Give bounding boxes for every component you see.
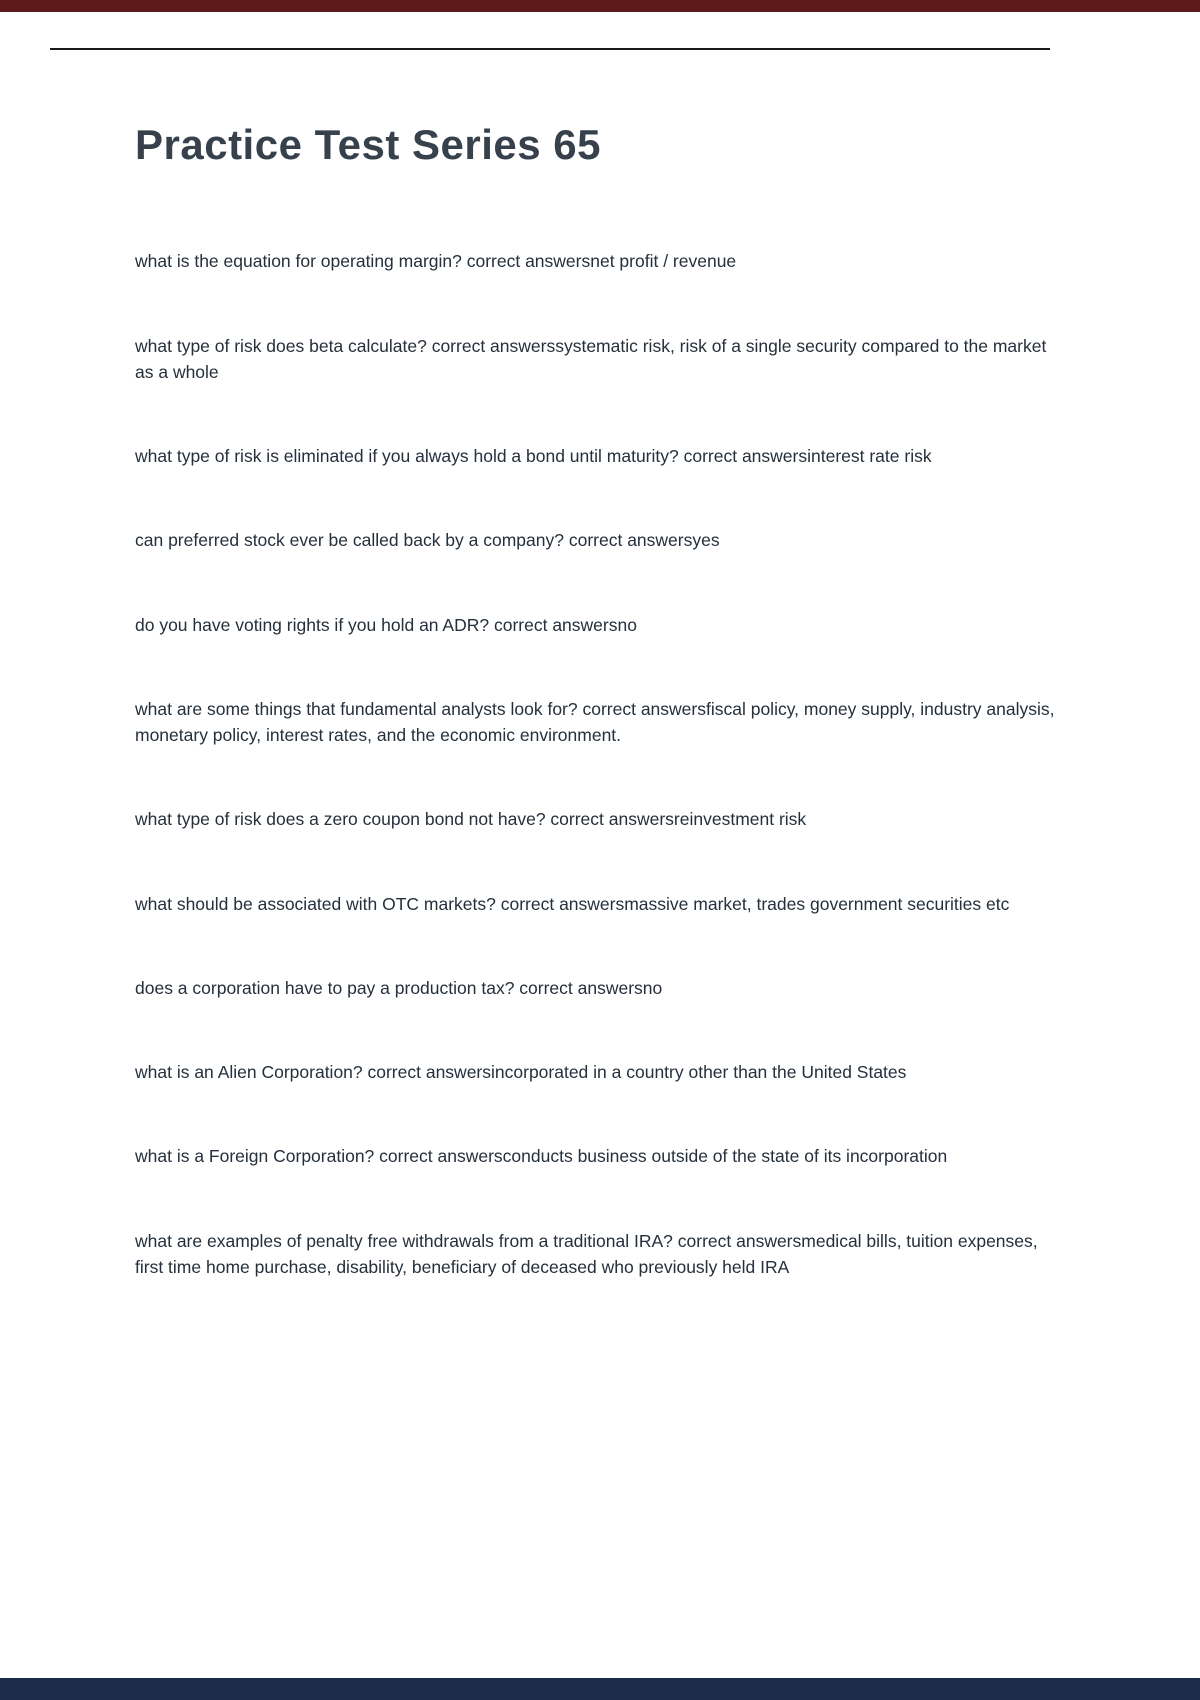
qa-item: do you have voting rights if you hold an ADR? correct answersno <box>135 614 637 635</box>
bottom-accent-bar <box>0 1678 1200 1700</box>
qa-item: what is the equation for operating margin? correct answersnet profit / revenue <box>135 251 737 272</box>
page-title: Practice Test Series 65 <box>135 121 602 168</box>
top-accent-bar <box>0 0 1200 12</box>
qa-item: what are examples of penalty free withdrawals from a traditional IRA? correct answersmedical bills, tuition expenses, first time home purchase, disability, beneficiary of deceased who previously held IRA <box>135 1230 1038 1277</box>
header-rule <box>50 48 1050 50</box>
qa-item: what is an Alien Corporation? correct answersincorporated in a country other than the United States <box>135 1062 907 1083</box>
qa-item: does a corporation have to pay a production tax? correct answersno <box>135 977 663 998</box>
qa-item: what is a Foreign Corporation? correct answersconducts business outside of the state of its incorporation <box>135 1146 948 1167</box>
qa-item: what type of risk does beta calculate? correct answerssystematic risk, risk of a single security compared to the market as a whole <box>135 335 1047 382</box>
qa-item: can preferred stock ever be called back by a company? correct answersyes <box>135 530 720 551</box>
qa-list <box>135 248 1065 1280</box>
document-page <box>135 120 1065 1338</box>
qa-item: what should be associated with OTC markets? correct answersmassive market, trades government securities etc <box>135 893 1010 914</box>
qa-item: what type of risk is eliminated if you always hold a bond until maturity? correct answersinterest rate risk <box>135 446 932 467</box>
qa-item: what are some things that fundamental analysts look for? correct answersfiscal policy, money supply, industry analysis, monetary policy, interest rates, and the economic environment. <box>135 698 1055 746</box>
qa-item: what type of risk does a zero coupon bond not have? correct answersreinvestment risk <box>135 809 807 830</box>
